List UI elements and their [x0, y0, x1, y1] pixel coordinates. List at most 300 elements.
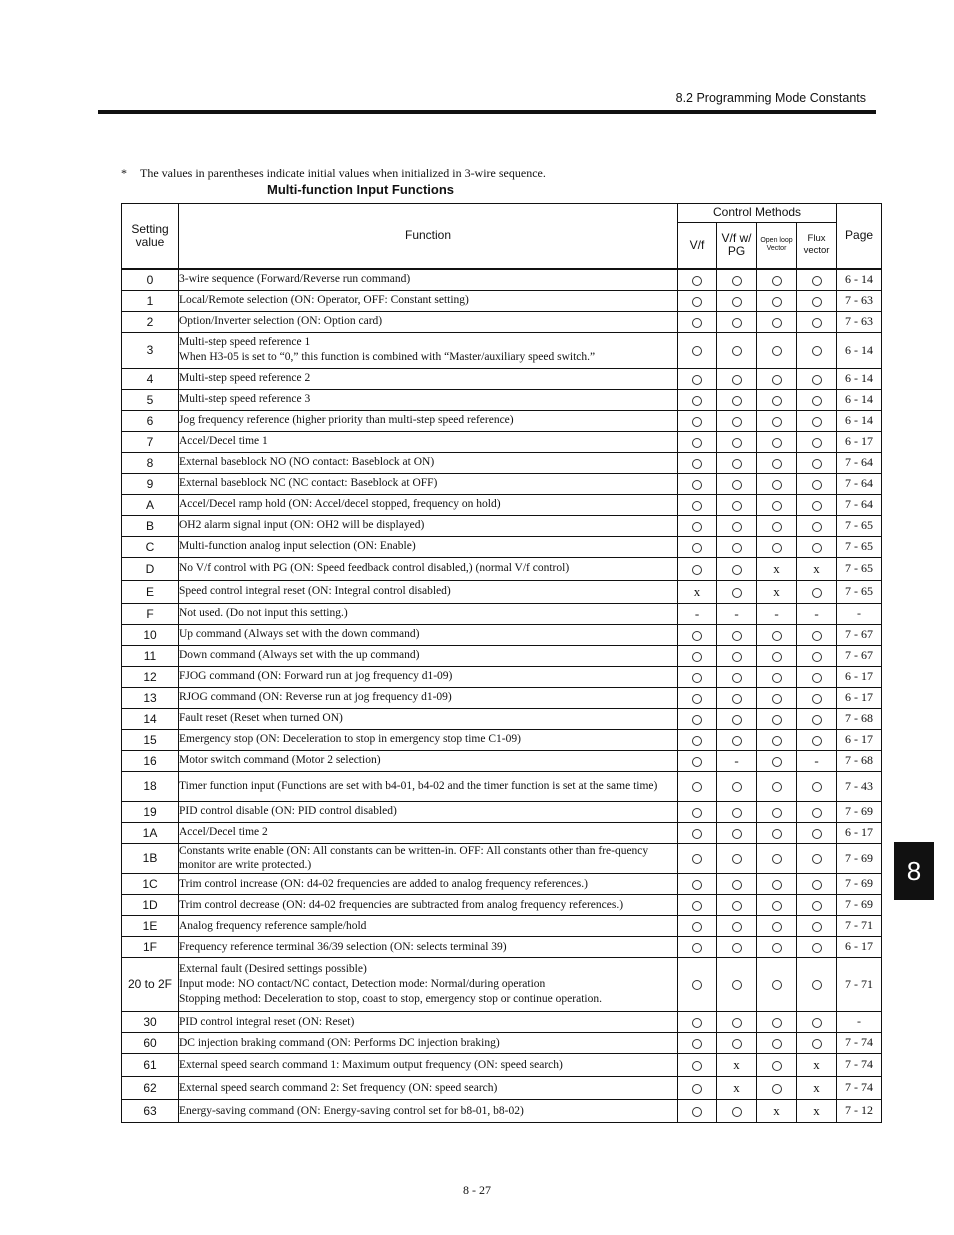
page-reference: 7 - 67	[837, 645, 882, 666]
circle-icon	[692, 396, 702, 406]
function-line: Multi-step speed reference 1	[179, 336, 311, 349]
setting-value: 10	[122, 624, 179, 645]
supported-vf	[678, 708, 717, 729]
supported-vf-pg	[717, 557, 757, 580]
page-reference: 6 - 17	[837, 729, 882, 750]
supported-vf-pg	[717, 936, 757, 957]
supported-vf-pg	[717, 1011, 757, 1032]
function-line: Not used. (Do not input this setting.)	[179, 607, 348, 620]
table-row	[122, 603, 882, 624]
table-row	[122, 452, 882, 473]
multi-function-input-table	[121, 203, 882, 1123]
table-row	[122, 915, 882, 936]
supported-open-loop-vector	[757, 1076, 797, 1099]
setting-value: E	[122, 580, 179, 603]
supported-vf	[678, 515, 717, 536]
page-reference: 7 - 64	[837, 452, 882, 473]
circle-icon	[732, 854, 742, 864]
supported-open-loop-vector	[757, 290, 797, 311]
circle-icon	[812, 543, 822, 553]
supported-open-loop-vector	[757, 269, 797, 291]
circle-icon	[692, 757, 702, 767]
table-row	[122, 801, 882, 822]
supported-vf	[678, 894, 717, 915]
not-applicable-flux-vector: -	[797, 750, 837, 771]
table-row	[122, 269, 882, 291]
function-line: Timer function input (Functions are set with b4-01, b4-02 and the timer function is set at the same time)	[179, 779, 658, 792]
supported-vf-pg	[717, 290, 757, 311]
supported-flux-vector	[797, 687, 837, 708]
supported-flux-vector	[797, 624, 837, 645]
circle-icon	[732, 922, 742, 932]
table-row	[122, 645, 882, 666]
supported-open-loop-vector	[757, 666, 797, 687]
page-reference: 7 - 64	[837, 473, 882, 494]
supported-vf	[678, 822, 717, 843]
circle-icon	[812, 438, 822, 448]
setting-value: 15	[122, 729, 179, 750]
circle-icon	[692, 715, 702, 725]
function-line: PID control disable (ON: PID control disabled)	[179, 805, 397, 818]
setting-value: 1	[122, 290, 179, 311]
supported-flux-vector	[797, 515, 837, 536]
circle-icon	[772, 417, 782, 427]
circle-icon	[692, 318, 702, 328]
setting-value: 1D	[122, 894, 179, 915]
supported-vf-pg	[717, 687, 757, 708]
circle-icon	[812, 854, 822, 864]
supported-flux-vector	[797, 843, 837, 873]
col-header-open-loop-vector: Open loop Vector	[757, 223, 797, 269]
table-row	[122, 894, 882, 915]
function-description	[179, 269, 678, 291]
setting-value: 1A	[122, 822, 179, 843]
supported-open-loop-vector	[757, 624, 797, 645]
not-applicable-vf-pg: -	[717, 750, 757, 771]
setting-value: C	[122, 536, 179, 557]
setting-value: 13	[122, 687, 179, 708]
circle-icon	[772, 543, 782, 553]
supported-open-loop-vector	[757, 515, 797, 536]
supported-open-loop-vector	[757, 801, 797, 822]
not-supported-open-loop-vector: x	[757, 1099, 797, 1122]
circle-icon	[732, 522, 742, 532]
supported-flux-vector	[797, 957, 837, 1011]
page-reference: 6 - 17	[837, 936, 882, 957]
supported-vf	[678, 1032, 717, 1053]
circle-icon	[692, 438, 702, 448]
supported-vf-pg	[717, 915, 757, 936]
table-row	[122, 332, 882, 368]
table-row	[122, 431, 882, 452]
circle-icon	[812, 922, 822, 932]
circle-icon	[692, 736, 702, 746]
function-description	[179, 431, 678, 452]
page-reference: 6 - 17	[837, 687, 882, 708]
supported-open-loop-vector	[757, 494, 797, 515]
circle-icon	[732, 297, 742, 307]
supported-vf	[678, 557, 717, 580]
supported-flux-vector	[797, 645, 837, 666]
circle-icon	[692, 631, 702, 641]
supported-open-loop-vector	[757, 1011, 797, 1032]
header-rule	[98, 110, 876, 114]
function-description	[179, 494, 678, 515]
table-row	[122, 1076, 882, 1099]
circle-icon	[812, 1018, 822, 1028]
table-row	[122, 311, 882, 332]
circle-icon	[732, 318, 742, 328]
circle-icon	[772, 901, 782, 911]
supported-vf-pg	[717, 473, 757, 494]
page-reference: 7 - 68	[837, 750, 882, 771]
setting-value: 19	[122, 801, 179, 822]
table-row	[122, 368, 882, 389]
page-reference: 7 - 74	[837, 1076, 882, 1099]
supported-open-loop-vector	[757, 687, 797, 708]
table-row	[122, 729, 882, 750]
supported-flux-vector	[797, 494, 837, 515]
function-line: Input mode: NO contact/NC contact, Detection mode: Normal/during operation	[179, 978, 546, 991]
circle-icon	[732, 880, 742, 890]
table-title: Multi-function Input Functions	[267, 182, 455, 197]
table-row	[122, 666, 882, 687]
footnote-marker: *	[121, 166, 127, 180]
function-description	[179, 473, 678, 494]
supported-open-loop-vector	[757, 708, 797, 729]
supported-vf	[678, 311, 717, 332]
circle-icon	[732, 480, 742, 490]
supported-open-loop-vector	[757, 536, 797, 557]
circle-icon	[732, 943, 742, 953]
circle-icon	[732, 588, 742, 598]
circle-icon	[772, 375, 782, 385]
function-description	[179, 368, 678, 389]
circle-icon	[732, 346, 742, 356]
supported-open-loop-vector	[757, 1053, 797, 1076]
supported-vf-pg	[717, 894, 757, 915]
function-description	[179, 687, 678, 708]
page-reference: 7 - 69	[837, 894, 882, 915]
setting-value: F	[122, 603, 179, 624]
table-row	[122, 290, 882, 311]
supported-vf	[678, 771, 717, 801]
supported-flux-vector	[797, 729, 837, 750]
table-row	[122, 771, 882, 801]
supported-flux-vector	[797, 801, 837, 822]
supported-flux-vector	[797, 368, 837, 389]
supported-vf	[678, 452, 717, 473]
supported-vf-pg	[717, 822, 757, 843]
supported-flux-vector	[797, 332, 837, 368]
supported-flux-vector	[797, 894, 837, 915]
col-header-setting: Setting value	[122, 204, 179, 269]
page-reference: 6 - 14	[837, 389, 882, 410]
circle-icon	[692, 459, 702, 469]
function-description	[179, 515, 678, 536]
setting-value: 6	[122, 410, 179, 431]
setting-value: 7	[122, 431, 179, 452]
page-reference: 6 - 14	[837, 269, 882, 291]
function-description	[179, 1076, 678, 1099]
circle-icon	[692, 922, 702, 932]
circle-icon	[812, 829, 822, 839]
supported-vf-pg	[717, 873, 757, 894]
supported-open-loop-vector	[757, 873, 797, 894]
circle-icon	[812, 736, 822, 746]
function-line: Up command (Always set with the down command)	[179, 628, 420, 641]
supported-vf	[678, 332, 717, 368]
supported-flux-vector	[797, 431, 837, 452]
supported-vf	[678, 536, 717, 557]
circle-icon	[772, 346, 782, 356]
circle-icon	[692, 1039, 702, 1049]
supported-open-loop-vector	[757, 843, 797, 873]
page-reference: 7 - 68	[837, 708, 882, 729]
circle-icon	[812, 880, 822, 890]
circle-icon	[812, 808, 822, 818]
table-row	[122, 389, 882, 410]
circle-icon	[732, 631, 742, 641]
function-line: Option/Inverter selection (ON: Option card)	[179, 315, 383, 328]
table-row	[122, 957, 882, 1011]
page-reference: 7 - 69	[837, 801, 882, 822]
supported-flux-vector	[797, 580, 837, 603]
not-supported-flux-vector: x	[797, 557, 837, 580]
supported-open-loop-vector	[757, 936, 797, 957]
supported-open-loop-vector	[757, 957, 797, 1011]
not-applicable-open-loop-vector: -	[757, 603, 797, 624]
function-description	[179, 624, 678, 645]
circle-icon	[732, 375, 742, 385]
circle-icon	[692, 346, 702, 356]
supported-vf-pg	[717, 957, 757, 1011]
circle-icon	[692, 808, 702, 818]
circle-icon	[772, 1084, 782, 1094]
not-supported-vf: x	[678, 580, 717, 603]
function-line: Trim control increase (ON: d4-02 frequencies are added to analog frequency references.)	[179, 877, 588, 890]
supported-vf	[678, 269, 717, 291]
function-line: External baseblock NC (NC contact: Baseblock at OFF)	[179, 477, 438, 490]
supported-vf-pg	[717, 801, 757, 822]
supported-open-loop-vector	[757, 311, 797, 332]
function-description	[179, 1011, 678, 1032]
circle-icon	[772, 631, 782, 641]
function-description	[179, 873, 678, 894]
circle-icon	[812, 417, 822, 427]
circle-icon	[812, 297, 822, 307]
table-row	[122, 750, 882, 771]
supported-open-loop-vector	[757, 389, 797, 410]
not-supported-vf-pg: x	[717, 1053, 757, 1076]
supported-flux-vector	[797, 771, 837, 801]
circle-icon	[812, 396, 822, 406]
function-line: When H3-05 is set to “0,” this function is combined with “Master/auxiliary speed switch.”	[179, 351, 596, 363]
supported-flux-vector	[797, 666, 837, 687]
circle-icon	[772, 943, 782, 953]
table-row	[122, 687, 882, 708]
supported-vf	[678, 957, 717, 1011]
table-row	[122, 580, 882, 603]
supported-flux-vector	[797, 708, 837, 729]
col-header-page: Page	[837, 204, 882, 269]
circle-icon	[812, 782, 822, 792]
circle-icon	[692, 673, 702, 683]
supported-vf-pg	[717, 536, 757, 557]
supported-vf-pg	[717, 431, 757, 452]
not-supported-vf-pg: x	[717, 1076, 757, 1099]
function-description	[179, 957, 678, 1011]
supported-vf	[678, 1099, 717, 1122]
circle-icon	[772, 438, 782, 448]
circle-icon	[812, 346, 822, 356]
circle-icon	[772, 829, 782, 839]
function-line: Multi-function analog input selection (ON: Enable)	[179, 540, 416, 553]
circle-icon	[812, 980, 822, 990]
function-line: External fault (Desired settings possible)	[179, 963, 367, 976]
supported-vf	[678, 431, 717, 452]
page-reference: -	[837, 603, 882, 624]
function-line: Accel/Decel time 2	[179, 826, 268, 839]
supported-open-loop-vector	[757, 368, 797, 389]
function-line: Fault reset (Reset when turned ON)	[179, 712, 343, 725]
supported-open-loop-vector	[757, 750, 797, 771]
supported-open-loop-vector	[757, 729, 797, 750]
setting-value: 0	[122, 269, 179, 291]
circle-icon	[732, 396, 742, 406]
page-reference: 6 - 17	[837, 822, 882, 843]
circle-icon	[812, 901, 822, 911]
supported-open-loop-vector	[757, 431, 797, 452]
table-body	[122, 269, 882, 1123]
supported-vf-pg	[717, 771, 757, 801]
page-reference: -	[837, 1011, 882, 1032]
supported-vf-pg	[717, 1099, 757, 1122]
circle-icon	[772, 782, 782, 792]
circle-icon	[772, 1061, 782, 1071]
setting-value: 4	[122, 368, 179, 389]
function-line: Jog frequency reference (higher priority than multi-step speed reference)	[179, 414, 514, 427]
function-line: Stopping method: Deceleration to stop, coast to stop, emergency stop or continue operation.	[179, 992, 602, 1005]
circle-icon	[812, 631, 822, 641]
not-applicable-vf: -	[678, 603, 717, 624]
setting-value: 2	[122, 311, 179, 332]
circle-icon	[772, 922, 782, 932]
function-line: FJOG command (ON: Forward run at jog frequency d1-09)	[179, 670, 453, 683]
not-supported-open-loop-vector: x	[757, 557, 797, 580]
circle-icon	[812, 276, 822, 286]
supported-vf-pg	[717, 494, 757, 515]
setting-value: 20 to 2F	[122, 957, 179, 1011]
setting-value: 8	[122, 452, 179, 473]
page-reference: 6 - 17	[837, 431, 882, 452]
circle-icon	[732, 1018, 742, 1028]
function-description	[179, 1032, 678, 1053]
setting-value: A	[122, 494, 179, 515]
function-description	[179, 290, 678, 311]
circle-icon	[772, 522, 782, 532]
function-line: Speed control integral reset (ON: Integral control disabled)	[179, 585, 451, 598]
setting-value: 12	[122, 666, 179, 687]
setting-value: 1C	[122, 873, 179, 894]
supported-flux-vector	[797, 311, 837, 332]
circle-icon	[812, 694, 822, 704]
circle-icon	[692, 522, 702, 532]
not-supported-flux-vector: x	[797, 1099, 837, 1122]
circle-icon	[772, 652, 782, 662]
function-description	[179, 771, 678, 801]
table-row	[122, 1011, 882, 1032]
supported-flux-vector	[797, 936, 837, 957]
supported-vf-pg	[717, 1032, 757, 1053]
supported-vf-pg	[717, 624, 757, 645]
page-reference: 7 - 12	[837, 1099, 882, 1122]
page-reference: 7 - 74	[837, 1032, 882, 1053]
setting-value: 1E	[122, 915, 179, 936]
function-line: Down command (Always set with the up command)	[179, 649, 420, 662]
supported-open-loop-vector	[757, 1032, 797, 1053]
supported-vf	[678, 873, 717, 894]
function-description	[179, 536, 678, 557]
function-description	[179, 729, 678, 750]
supported-vf	[678, 666, 717, 687]
supported-vf	[678, 687, 717, 708]
circle-icon	[692, 901, 702, 911]
circle-icon	[732, 694, 742, 704]
supported-vf-pg	[717, 410, 757, 431]
supported-vf	[678, 389, 717, 410]
function-line: Emergency stop (ON: Deceleration to stop in emergency stop time C1-09)	[179, 733, 521, 746]
page-reference: 7 - 71	[837, 915, 882, 936]
table-row	[122, 515, 882, 536]
circle-icon	[772, 757, 782, 767]
page-reference: 6 - 14	[837, 332, 882, 368]
table-row	[122, 822, 882, 843]
circle-icon	[732, 417, 742, 427]
setting-value: 63	[122, 1099, 179, 1122]
supported-vf-pg	[717, 645, 757, 666]
function-line: 3-wire sequence (Forward/Reverse run command)	[179, 273, 411, 286]
circle-icon	[692, 543, 702, 553]
function-line: External speed search command 1: Maximum output frequency (ON: speed search)	[179, 1058, 563, 1071]
function-description	[179, 452, 678, 473]
page-reference: 7 - 65	[837, 580, 882, 603]
setting-value: 18	[122, 771, 179, 801]
function-description	[179, 389, 678, 410]
function-description	[179, 894, 678, 915]
page-number: 8 - 27	[463, 1183, 491, 1197]
supported-vf	[678, 843, 717, 873]
circle-icon	[772, 880, 782, 890]
circle-icon	[812, 588, 822, 598]
supported-vf	[678, 624, 717, 645]
function-description	[179, 822, 678, 843]
supported-flux-vector	[797, 822, 837, 843]
page-reference: 6 - 17	[837, 666, 882, 687]
circle-icon	[732, 808, 742, 818]
setting-value: D	[122, 557, 179, 580]
setting-value: 60	[122, 1032, 179, 1053]
circle-icon	[732, 501, 742, 511]
circle-icon	[732, 438, 742, 448]
function-description	[179, 843, 678, 873]
circle-icon	[692, 1084, 702, 1094]
supported-open-loop-vector	[757, 332, 797, 368]
circle-icon	[692, 480, 702, 490]
setting-value: 1F	[122, 936, 179, 957]
supported-vf-pg	[717, 515, 757, 536]
function-description	[179, 708, 678, 729]
